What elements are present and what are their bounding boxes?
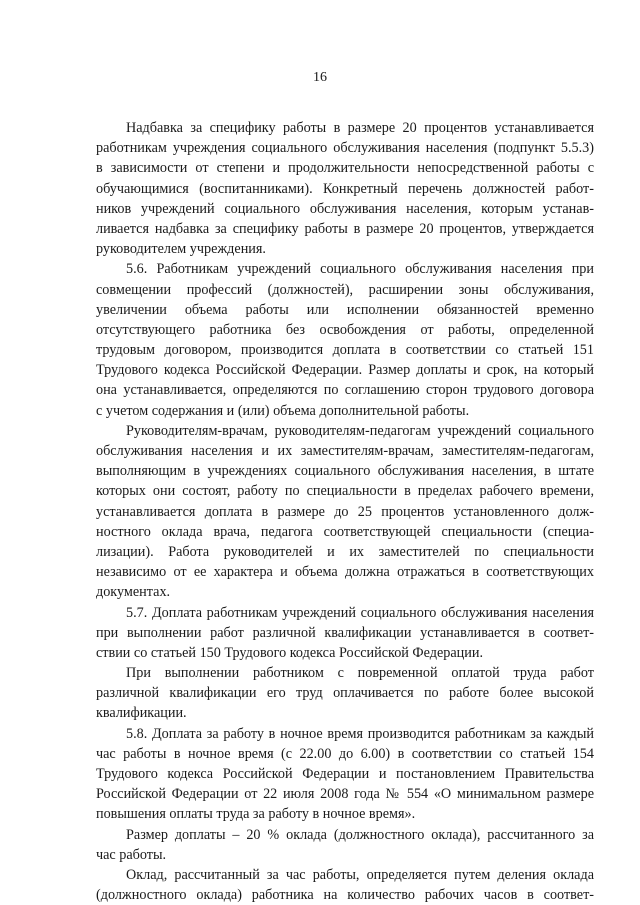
text-line: 5.8. Доплата за работу в ночное время производится работникам за каждый xyxy=(126,725,594,742)
text-line: обучающимися (воспитанниками). Конкретный перечень должностей работ- xyxy=(96,180,594,197)
text-line: Надбавка за специфику работы в размере 20 процентов устанавливается xyxy=(126,120,594,136)
text-line: которых они состоят, работу по специальности в пределах рабочего времени, xyxy=(96,483,594,500)
text-line: час работы. xyxy=(96,846,167,863)
text-line: (должностного оклада) работника на количество рабочих часов в соответ- xyxy=(96,887,594,904)
text-line: 5.6. Работникам учреждений социального обслуживания населения при xyxy=(126,261,594,278)
text-line: 5.7. Доплата работникам учреждений социального обслуживания населения xyxy=(126,604,594,621)
text-line: с учетом содержания и (или) объема дополнительной работы. xyxy=(96,402,470,419)
text-line: совмещении профессий (должностей), расширении зоны обслуживания, xyxy=(96,281,594,298)
text-line: при выполнении работ различной квалификации устанавливается в соответ- xyxy=(96,624,594,641)
text-line: ствии со статьей 150 Трудового кодекса Российской Федерации. xyxy=(96,644,483,661)
text-line: обслуживания населения и их заместителям-врачам, заместителям-педагогам, xyxy=(96,443,594,459)
text-line: ников учреждений социального обслуживания населения, которым устанав- xyxy=(96,200,594,217)
text-line: квалификации. xyxy=(96,705,187,722)
text-line: Российской Федерации от 22 июля 2008 года № 554 «О минимальном размере xyxy=(96,786,594,803)
text-line: лизации). Работа руководителей и их заместителей по специальности xyxy=(96,543,594,560)
text-line: час работы в ночное время (с 22.00 до 6.00) в соответствии со статьей 154 xyxy=(96,745,594,762)
document-body xyxy=(96,118,594,905)
text-line: работникам учреждения социального обслуживания населения (подпункт 5.5.3) xyxy=(96,140,594,157)
text-line: устанавливается доплата в размере до 25 процентов установленного долж- xyxy=(96,503,594,520)
text-line: отсутствующего работника без освобождения от работы, определенной xyxy=(96,321,594,338)
text-line: Размер доплаты – 20 % оклада (должностного оклада), рассчитанного за xyxy=(126,826,594,843)
text-line: выполняющим в учреждениях социального обслуживания населения, в штате xyxy=(96,463,594,480)
text-line: увеличении объема работы или исполнении обязанностей временно xyxy=(96,301,594,318)
text-line: ливается надбавка за специфику работы в размере 20 процентов, утверждается xyxy=(96,220,594,237)
text-line: в зависимости от степени и продолжительности непосредственной работы с xyxy=(96,160,594,177)
text-line: Руководителям-врачам, руководителям-педагогам учреждений социального xyxy=(126,422,594,439)
text-line: Оклад, рассчитанный за час работы, определяется путем деления оклада xyxy=(126,866,594,883)
text-line: она устанавливается, определяются по соглашению сторон трудового договора xyxy=(96,382,594,399)
text-line: руководителем учреждения. xyxy=(96,241,266,258)
text-line: Трудового кодекса Российской Федерации. Размер доплаты и срок, на который xyxy=(96,362,594,379)
text-line: различной квалификации его труд оплачивается по работе более высокой xyxy=(96,685,594,702)
text-line: ностного оклада врача, педагога соответствующей специальности (специа- xyxy=(96,523,594,540)
text-line: Трудового кодекса Российской Федерации и постановлением Правительства xyxy=(96,766,594,782)
text-line: независимо от ее характера и объема должна отражаться в соответствующих xyxy=(96,564,594,581)
text-line: трудовым договором, производится доплата в соответствии со статьей 151 xyxy=(96,342,594,359)
text-line: повышения оплаты труда за работу в ночное время». xyxy=(96,806,416,823)
text-line: При выполнении работником с повременной оплатой труда работ xyxy=(126,665,594,682)
page-number: 16 xyxy=(313,70,327,85)
text-line: документах. xyxy=(96,584,171,601)
